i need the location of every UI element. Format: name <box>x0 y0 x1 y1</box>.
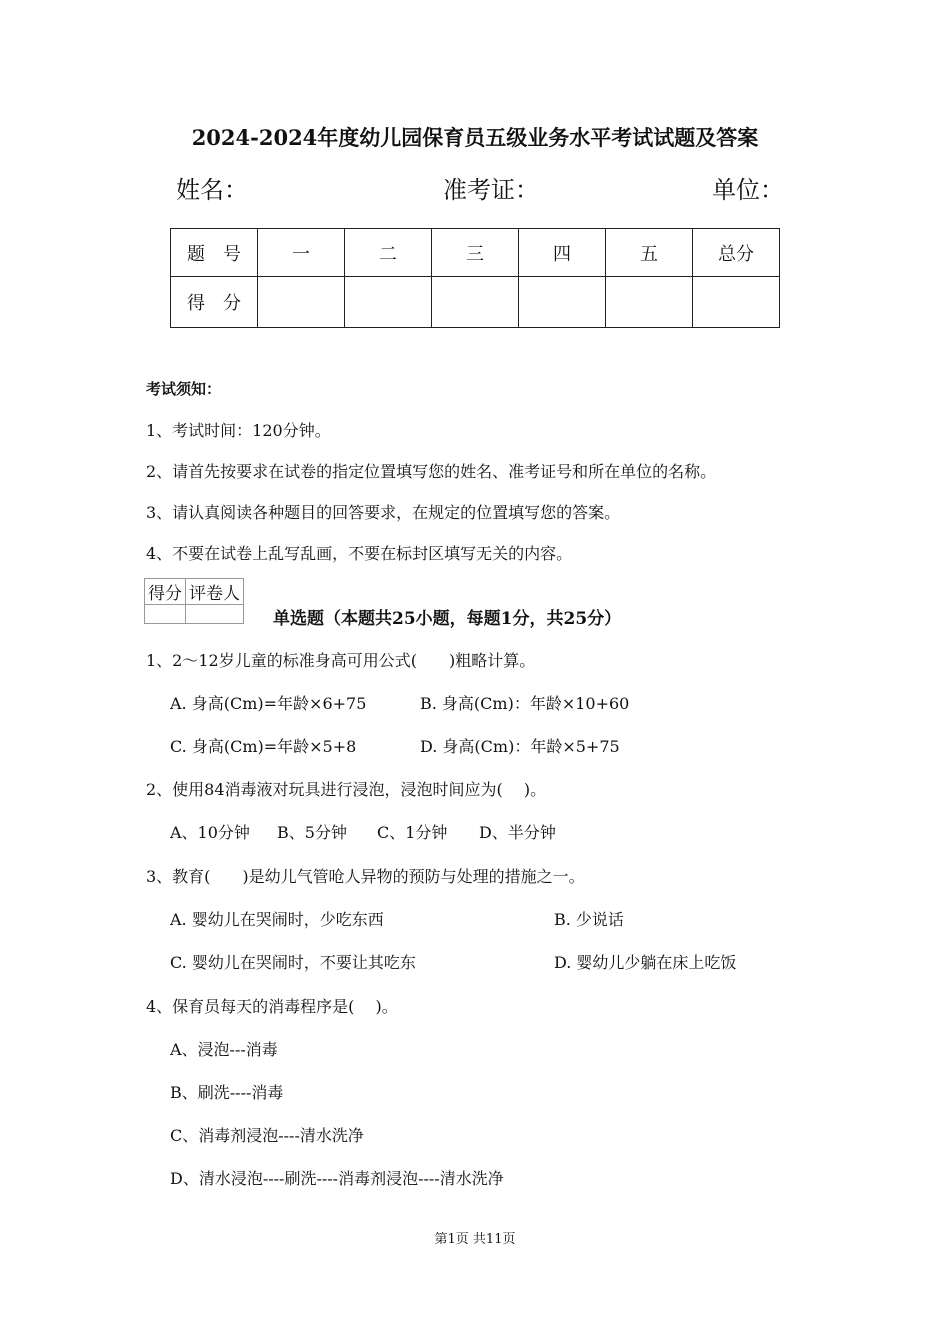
question-option[interactable]: C、1分钟 <box>377 823 448 842</box>
score-header-cell: 四 <box>519 229 606 277</box>
score-header-cell: 题 号 <box>171 229 258 277</box>
score-table-header-row <box>171 229 780 277</box>
grader-box <box>144 578 244 624</box>
question-option[interactable]: C. 婴幼儿在哭闹时，不要让其吃东 <box>170 953 416 972</box>
score-table <box>170 228 780 328</box>
score-header-cell: 五 <box>606 229 693 277</box>
name-field-label: 姓名： <box>176 176 248 204</box>
question-option[interactable]: B. 少说话 <box>554 910 624 929</box>
score-row-label: 得 分 <box>171 277 258 328</box>
question-option[interactable]: B、5分钟 <box>277 823 347 842</box>
question-option[interactable]: C. 身高(Cm)=年龄×5+8 <box>170 737 357 756</box>
question-stem: 3、教育( )是幼儿气管呛人异物的预防与处理的措施之一。 <box>146 867 585 886</box>
page-title: 2024-2024年度幼儿园保育员五级业务水平考试试题及答案 <box>191 125 759 150</box>
unit-field-label: 单位： <box>712 176 784 204</box>
score-cell[interactable] <box>693 277 780 328</box>
score-cell[interactable] <box>258 277 345 328</box>
grader-score-cell[interactable] <box>145 605 186 624</box>
score-cell[interactable] <box>606 277 693 328</box>
question-stem: 1、2～12岁儿童的标准身高可用公式( )粗略计算。 <box>146 651 536 670</box>
page-footer: 第1页 共11页 <box>434 1232 516 1247</box>
question-option[interactable]: D、清水浸泡----刷洗----消毒剂浸泡----清水洗净 <box>170 1169 504 1188</box>
score-table-score-row <box>171 277 780 328</box>
question-option[interactable]: C、消毒剂浸泡----清水洗净 <box>170 1126 364 1145</box>
question-option[interactable]: A、浸泡---消毒 <box>170 1040 278 1059</box>
grader-score-label: 得分 <box>145 579 186 605</box>
notice-heading: 考试须知： <box>146 380 222 398</box>
question-option[interactable]: A. 身高(Cm)=年龄×6+75 <box>170 694 367 713</box>
question-stem: 2、使用84消毒液对玩具进行浸泡，浸泡时间应为( )。 <box>146 780 547 799</box>
question-option[interactable]: D. 婴幼儿少躺在床上吃饭 <box>554 953 737 972</box>
question-option[interactable]: A、10分钟 <box>170 823 250 842</box>
grader-name-cell[interactable] <box>186 605 244 624</box>
question-option[interactable]: B. 身高(Cm)：年龄×10+60 <box>420 694 630 713</box>
grader-name-label: 评卷人 <box>186 579 244 605</box>
score-header-cell: 总分 <box>693 229 780 277</box>
score-cell[interactable] <box>432 277 519 328</box>
exam-id-field-label: 准考证： <box>443 176 539 204</box>
notice-item: 4、不要在试卷上乱写乱画，不要在标封区填写无关的内容。 <box>146 544 573 563</box>
notice-item: 3、请认真阅读各种题目的回答要求，在规定的位置填写您的答案。 <box>146 503 621 522</box>
question-option[interactable]: A. 婴幼儿在哭闹时，少吃东西 <box>170 910 384 929</box>
score-header-cell: 一 <box>258 229 345 277</box>
section-title: 单选题（本题共25小题，每题1分，共25分） <box>273 609 622 629</box>
score-header-cell: 三 <box>432 229 519 277</box>
question-option[interactable]: B、刷洗----消毒 <box>170 1083 284 1102</box>
question-stem: 4、保育员每天的消毒程序是( )。 <box>146 997 398 1016</box>
question-option[interactable]: D、半分钟 <box>479 823 556 842</box>
score-header-cell: 二 <box>345 229 432 277</box>
score-cell[interactable] <box>345 277 432 328</box>
notice-item: 2、请首先按要求在试卷的指定位置填写您的姓名、准考证号和所在单位的名称。 <box>146 462 717 481</box>
question-option[interactable]: D. 身高(Cm)：年龄×5+75 <box>420 737 620 756</box>
score-cell[interactable] <box>519 277 606 328</box>
notice-item: 1、考试时间：120分钟。 <box>146 421 331 440</box>
